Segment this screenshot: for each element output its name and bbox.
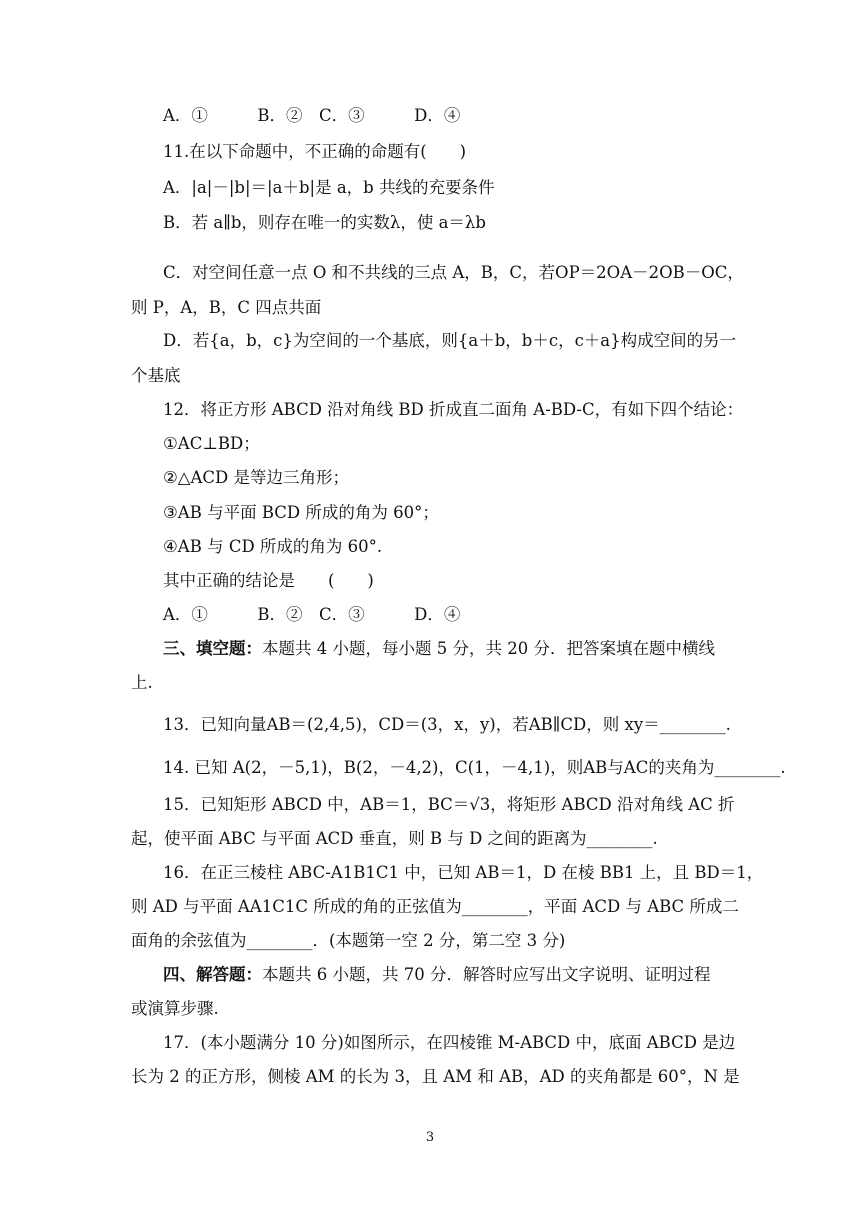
section-4-heading [163, 964, 710, 986]
q14: 14. 已知 A(2，－5,1)，B(2，－4,2)，C(1，－4,1)，则AB与AC的夹角为________. [163, 758, 786, 777]
q15-line-2: 起，使平面 ABC 与平面 ACD 垂直，则 B 与 D 之间的距离为________. [131, 829, 658, 848]
section-3-instructions: 本题共 4 小题，每小题 5 分，共 20 分．把答案填在题中横线 [262, 639, 715, 658]
q13: 13．已知向量AB＝(2,4,5)，CD＝(3，x，y)，若AB∥CD，则 xy＝________. [163, 715, 731, 734]
q11-option-d-cont: 个基底 [131, 366, 181, 385]
q11-stem: 11.在以下命题中，不正确的命题有( ) [163, 142, 467, 161]
q12-options: A．① B．② C．③ D．④ [163, 605, 461, 624]
section-3-label: 三、填空题： [163, 639, 262, 658]
q12-conclusion-1: ①AC⊥BD； [163, 434, 260, 453]
section-4-label: 四、解答题： [163, 965, 262, 984]
section-4-instructions: 本题共 6 小题，共 70 分．解答时应写出文字说明、证明过程 [262, 965, 711, 984]
q12-conclusion-4: ④AB 与 CD 所成的角为 60°. [163, 537, 383, 556]
page-number: 3 [425, 1130, 435, 1145]
q16-line-3: 面角的余弦值为________．(本题第一空 2 分，第二空 3 分) [131, 931, 566, 950]
q16-line-2: 则 AD 与平面 AA1C1C 所成的角的正弦值为________，平面 ACD 与 ABC 所成二 [131, 897, 739, 916]
section-3-heading-cont: 上. [131, 673, 153, 692]
q16-line-1: 16．在正三棱柱 ABC-A1B1C1 中，已知 AB＝1，D 在棱 BB1 上，且 BD＝1， [163, 863, 764, 882]
q17-line-2: 长为 2 的正方形，侧棱 AM 的长为 3，且 AM 和 AB，AD 的夹角都是 60°，N 是 [131, 1067, 740, 1086]
q12-stem: 12．将正方形 ABCD 沿对角线 BD 折成直二面角 A-BD-C，有如下四个结论： [163, 400, 744, 419]
q10-options: A．① B．② C．③ D．④ [163, 106, 461, 125]
q11-option-c: C．对空间任意一点 O 和不共线的三点 A，B，C，若OP＝2OA－2OB－OC， [163, 263, 744, 282]
q15-line-1: 15．已知矩形 ABCD 中，AB＝1，BC＝√3，将矩形 ABCD 沿对角线 AC 折 [163, 795, 735, 814]
section-4-heading-cont: 或演算步骤. [131, 999, 219, 1018]
section-3-heading [163, 638, 715, 660]
q11-option-d: D．若{a，b，c}为空间的一个基底，则{a＋b，b＋c，c＋a}构成空间的另一 [163, 331, 737, 350]
q12-conclusion-2: ②△ACD 是等边三角形； [163, 468, 349, 487]
q11-option-b: B．若 a∥b，则存在唯一的实数λ，使 a＝λb [163, 213, 486, 232]
q17-line-1: 17．(本小题满分 10 分)如图所示，在四棱锥 M-ABCD 中，底面 ABCD 是边 [163, 1033, 736, 1052]
q12-prompt: 其中正确的结论是 ( ) [163, 571, 374, 590]
q11-option-a: A．|a|－|b|＝|a＋b|是 a，b 共线的充要条件 [163, 178, 495, 197]
q11-option-c-cont: 则 P，A，B，C 四点共面 [131, 298, 322, 317]
q12-conclusion-3: ③AB 与平面 BCD 所成的角为 60°； [163, 503, 439, 522]
